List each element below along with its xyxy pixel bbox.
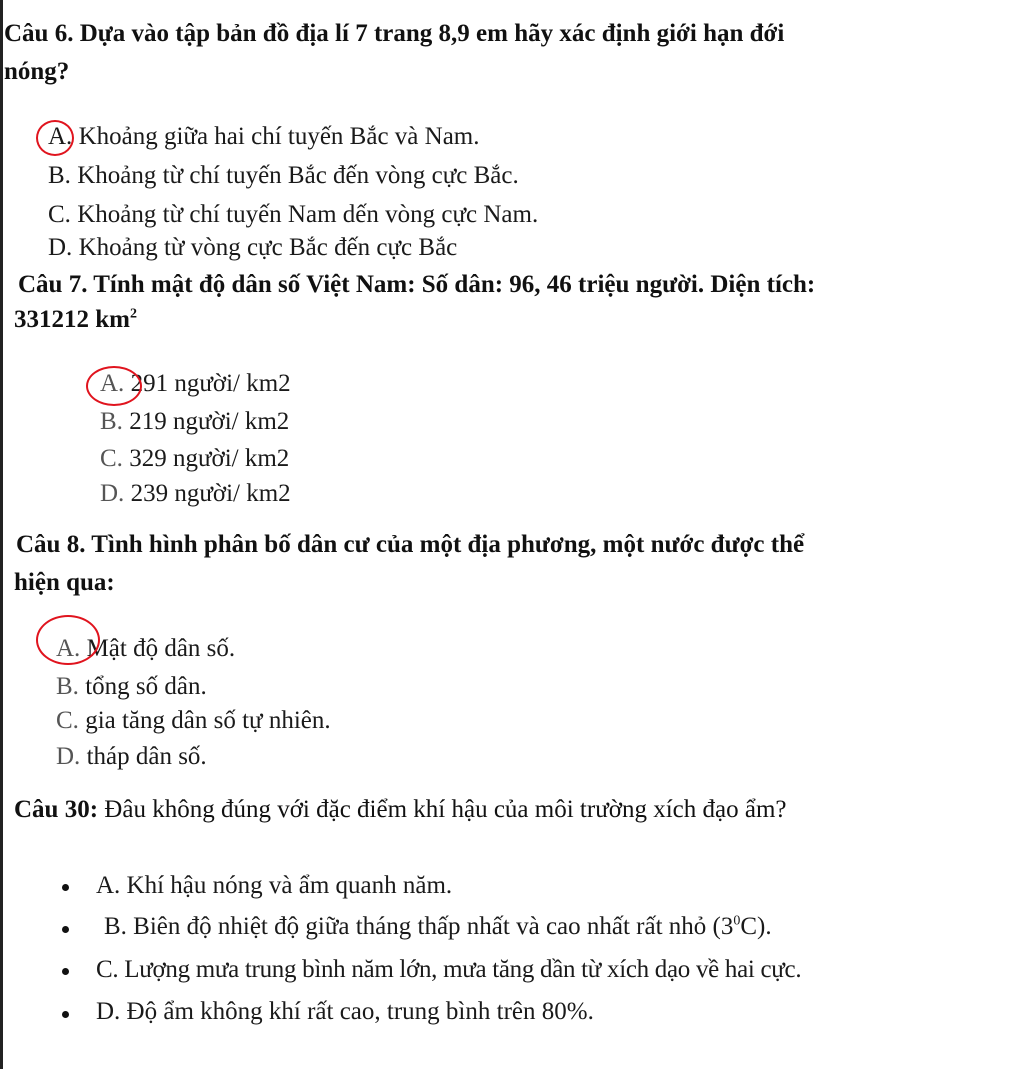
q8-option-b[interactable]: [56, 670, 207, 704]
option-letter: D.: [100, 480, 125, 507]
q6-title-line1: Câu 6. Dựa vào tập bản đồ địa lí 7 trang 8,9 em hãy xác định giới hạn đới: [4, 20, 785, 47]
q30-option-c[interactable]: C. Lượng mưa trung bình năm lớn, mưa tăng dần từ xích dạo về hai cực.: [96, 956, 802, 983]
bullet-icon: [62, 968, 69, 975]
option-letter: C.: [100, 445, 123, 472]
bullet-icon: [62, 884, 69, 891]
q6-option-d[interactable]: [48, 231, 457, 265]
q6-option-b[interactable]: [48, 159, 519, 193]
q8-option-d[interactable]: [56, 740, 207, 774]
option-letter: A.: [56, 635, 81, 662]
q7-option-b[interactable]: [100, 405, 289, 439]
option-letter: B.: [56, 673, 79, 700]
option-letter: C.: [56, 707, 79, 734]
q7-answer-circle: [86, 366, 142, 406]
option-text: 219 người/ km2: [129, 408, 290, 435]
q6-option-a[interactable]: [48, 120, 480, 154]
q30-label: Câu 30:: [14, 796, 99, 823]
q6-answer-circle: [36, 120, 74, 156]
q7-option-c[interactable]: [100, 442, 289, 476]
option-letter: D.: [48, 234, 73, 261]
option-text: Khoảng giữa hai chí tuyến Bắc và Nam.: [78, 123, 480, 150]
q8-option-c[interactable]: [56, 704, 331, 738]
option-text: tháp dân số.: [86, 743, 207, 770]
option-letter: B.: [48, 162, 71, 189]
option-text: 329 người/ km2: [129, 445, 290, 472]
option-text: 239 người/ km2: [130, 480, 291, 507]
option-letter: A.: [100, 370, 125, 397]
option-text: Khoảng từ chí tuyến Bắc đến vòng cực Bắc.: [77, 162, 519, 189]
option-text: Khoảng từ vòng cực Bắc đến cực Bắc: [78, 234, 458, 261]
bullet-icon: [62, 1011, 69, 1018]
page-left-border: [0, 0, 3, 1069]
q7-option-d[interactable]: [100, 477, 291, 511]
option-letter: D.: [56, 743, 81, 770]
option-text: Khoảng từ chí tuyến Nam dến vòng cực Nam.: [77, 201, 539, 228]
q7-title-line1: Câu 7. Tính mật độ dân số Việt Nam: Số dân: 96, 46 triệu người. Diện tích:: [18, 271, 816, 298]
q30-option-a[interactable]: A. Khí hậu nóng và ẩm quanh năm.: [96, 872, 453, 899]
option-text: Mật độ dân số.: [86, 635, 236, 662]
option-letter: A.: [48, 123, 73, 150]
q30-option-d[interactable]: D. Độ ẩm không khí rất cao, trung bình trên 80%.: [96, 998, 594, 1025]
option-letter: C.: [48, 201, 71, 228]
q8-title-line2: hiện qua:: [14, 569, 115, 596]
q8-answer-circle: [36, 615, 100, 665]
q6-title-line2: nóng?: [4, 58, 70, 85]
q30-title: [14, 793, 787, 827]
option-text: tổng số dân.: [85, 673, 207, 700]
option-letter: B.: [100, 408, 123, 435]
q30-option-b[interactable]: B. Biên độ nhiệt độ giữa tháng thấp nhất và cao nhất rất nhỏ $(3^0C)$.: [104, 913, 772, 940]
bullet-icon: [62, 926, 69, 933]
q7-title-line2: 331212 $km^2$: [14, 306, 137, 333]
option-text: 291 người/ km2: [130, 370, 291, 397]
q30-text: Đâu không đúng với đặc điểm khí hậu của môi trường xích đạo ẩm?: [98, 796, 787, 823]
q8-title-line1: Câu 8. Tình hình phân bố dân cư của một địa phương, một nước được thể: [16, 531, 805, 558]
option-text: gia tăng dân số tự nhiên.: [85, 707, 331, 734]
q6-option-c[interactable]: [48, 198, 538, 232]
